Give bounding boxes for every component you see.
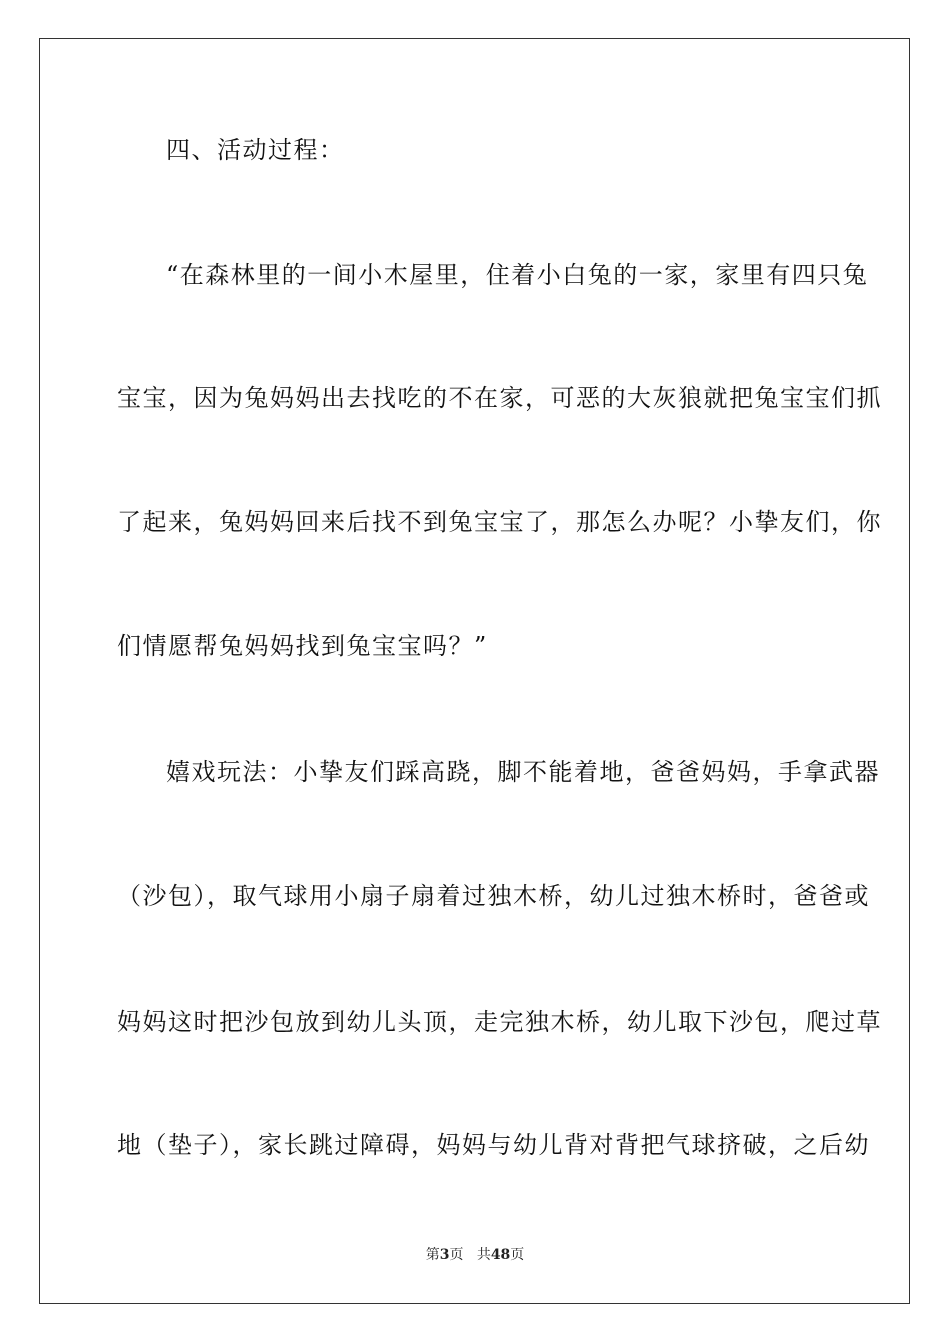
paragraph-line: （沙包），取气球用小扇子扇着过独木桥，幼儿过独木桥时，爸爸或: [117, 882, 870, 910]
page-suffix: 页: [449, 1247, 464, 1263]
total-prefix: 共: [476, 1247, 491, 1263]
paragraph-line: 们情愿帮兔妈妈找到兔宝宝吗？”: [117, 632, 488, 660]
paragraph-line: 宝宝，因为兔妈妈出去找吃的不在家，可恶的大灰狼就把兔宝宝们抓: [117, 384, 882, 412]
paragraph-line: 嬉戏玩法：小挚友们踩高跷，脚不能着地，爸爸妈妈，手拿武器: [166, 758, 880, 786]
page-border: [39, 38, 910, 1304]
page-prefix: 第: [425, 1247, 440, 1263]
page-footer: [0, 1246, 950, 1264]
paragraph-line: “在森林里的一间小木屋里，住着小白兔的一家，家里有四只兔: [166, 261, 869, 289]
total-suffix: 页: [510, 1247, 525, 1263]
paragraph-line: 妈妈这时把沙包放到幼儿头顶，走完独木桥，幼儿取下沙包，爬过草: [117, 1008, 882, 1036]
page-number: 3: [439, 1247, 450, 1263]
total-pages: 48: [490, 1247, 511, 1263]
paragraph-line: 了起来，兔妈妈回来后找不到兔宝宝了，那怎么办呢？小挚友们，你: [117, 508, 882, 536]
section-heading: 四、活动过程：: [166, 136, 345, 164]
paragraph-line: 地（垫子），家长跳过障碍，妈妈与幼儿背对背把气球挤破，之后幼: [117, 1131, 870, 1159]
